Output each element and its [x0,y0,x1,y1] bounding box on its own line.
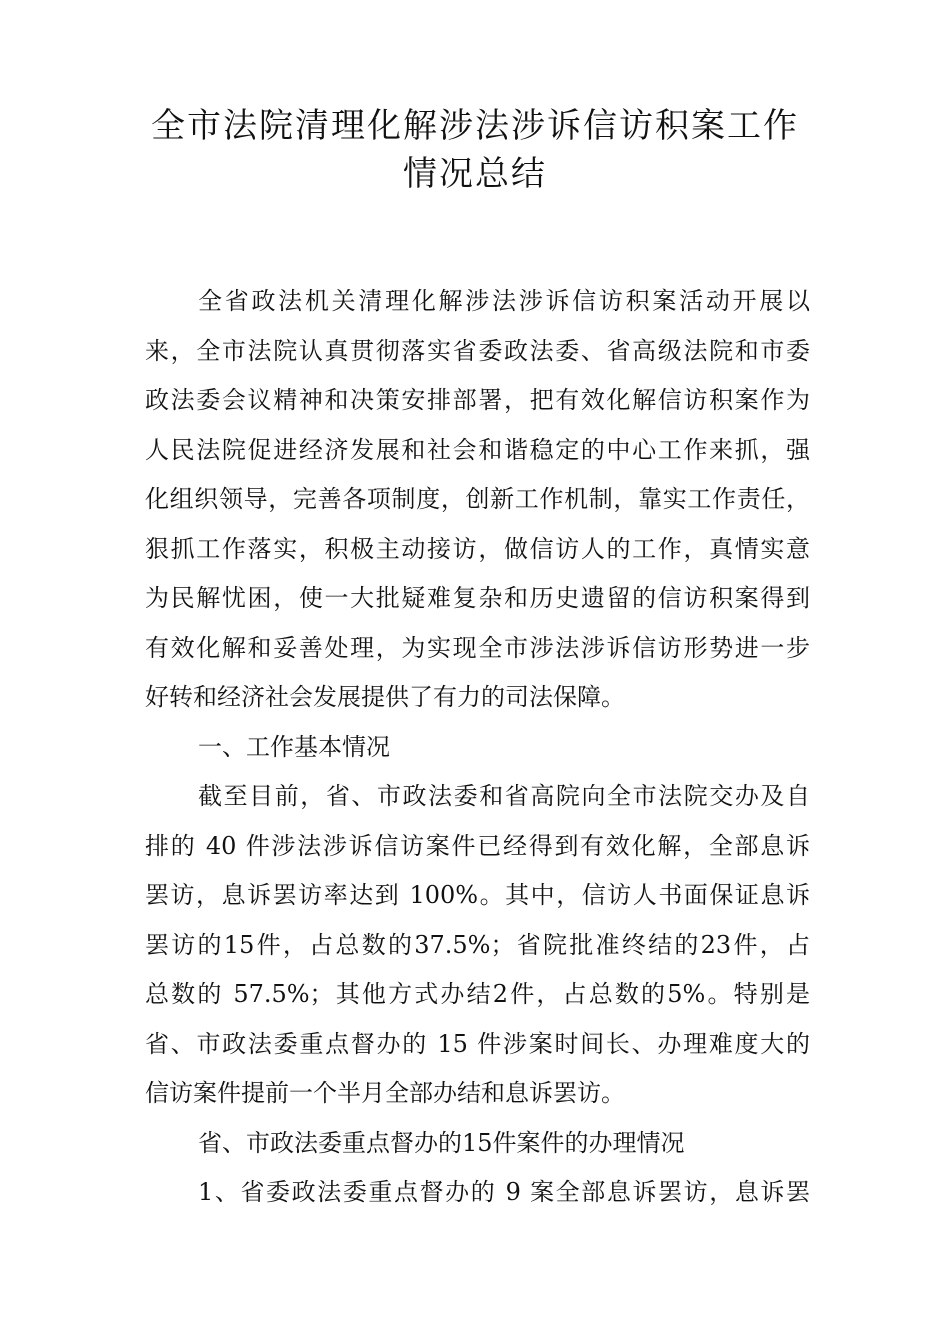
paragraph-line: 罢访，息诉罢访率达到 100%。其中，信访人书面保证息诉 [145,881,810,909]
paragraph-line: 好转和经济社会发展提供了有力的司法保障。 [145,683,625,711]
paragraph-line: 政法委会议精神和决策安排部署，把有效化解信访积案作为 [145,386,810,414]
paragraph-line: 截至目前，省、市政法委和省高院向全市法院交办及自 [198,782,810,810]
paragraph-line: 排的 40 件涉法涉诉信访案件已经得到有效化解，全部息诉 [145,831,810,860]
paragraph-line: 总数的 57.5%；其他方式办结2件，占总数的5%。特别是 [145,980,810,1008]
paragraph-line: 信访案件提前一个半月全部办结和息诉罢访。 [145,1079,625,1107]
section-heading: 一、工作基本情况 [198,732,390,761]
subsection-heading: 省、市政法委重点督办的15件案件的办理情况 [198,1128,685,1157]
document-body [145,277,810,1218]
paragraph-line: 省、市政法委重点督办的 15 件涉案时间长、办理难度大的 [145,1029,810,1058]
paragraph-line: 为民解忧困，使一大批疑难复杂和历史遗留的信访积案得到 [145,584,810,612]
paragraph-line: 狠抓工作落实，积极主动接访，做信访人的工作，真情实意 [145,534,810,563]
paragraph-line: 化组织领导，完善各项制度，创新工作机制，靠实工作责任， [145,485,810,513]
paragraph-line: 罢访的15件，占总数的37.5%；省院批准终结的23件，占 [145,930,810,959]
document-title-line-2: 情况总结 [403,154,547,194]
paragraph-line: 全省政法机关清理化解涉法涉诉信访积案活动开展以 [198,287,810,315]
paragraph-line: 来，全市法院认真贯彻落实省委政法委、省高级法院和市委 [145,336,810,365]
paragraph-line: 人民法院促进经济发展和社会和谐稳定的中心工作来抓，强 [145,435,810,464]
document-title-line-1: 全市法院清理化解涉法涉诉信访积案工作 [151,106,799,146]
paragraph-line: 有效化解和妥善处理，为实现全市涉法涉诉信访形势进一步 [145,633,810,662]
paragraph-line: 1、省委政法委重点督办的 9 案全部息诉罢访，息诉罢 [198,1178,810,1206]
